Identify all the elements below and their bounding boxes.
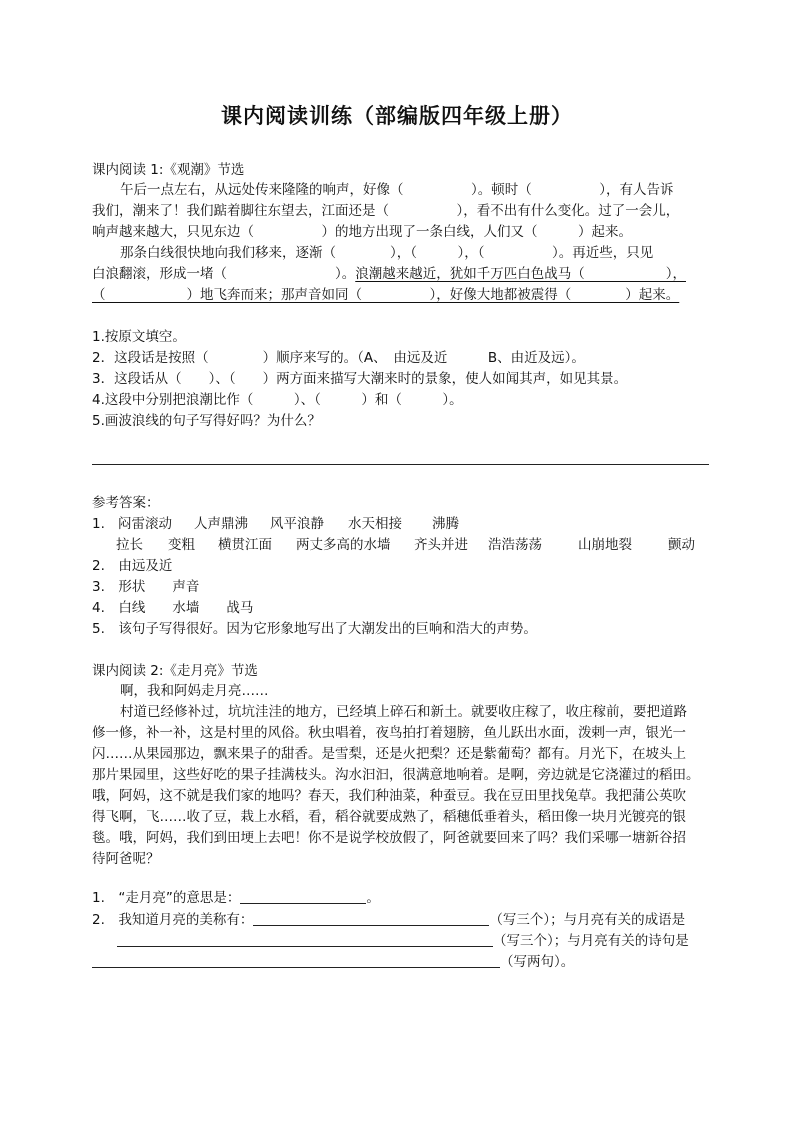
fill-in-blank[interactable] [253, 911, 489, 926]
question-2-continued [92, 952, 574, 972]
answer-item: 闷雷滚动 [118, 516, 172, 532]
answer-3: 3. 形状 声音 [92, 579, 200, 595]
section1-paragraph-line: 那条白线很快地向我们移来，逐渐（ ），（ ），（ ）。再近些，只见 [120, 245, 654, 261]
answers-heading: 参考答案： [92, 495, 160, 511]
question-1 [92, 888, 380, 908]
section1-text: 白浪翻滚，形成一堵（ ）。 [92, 266, 356, 282]
question-text: （写三个）；与月亮有关的成语是 [489, 912, 686, 928]
question-text: 2. 我知道月亮的美称有： [92, 912, 254, 928]
answer-item: 齐头并进 [414, 537, 468, 553]
question-2 [92, 910, 685, 930]
section1-paragraph-line: 响声越来越大，只见东边（ ）的地方出现了一条白线，人们又（ ）起来。 [92, 224, 632, 240]
question: 3．这段话从（ ）、（ ）两方面来描写大潮来时的景象，使人如闻其声，如见其景。 [92, 371, 628, 387]
section1-paragraph-line: 我们，潮来了！我们踮着脚往东望去，江面还是（ ），看不出有什么变化。过了一会儿， [92, 203, 680, 219]
answer-item: 水天相接 [348, 516, 402, 532]
answer-5: 5. 该句子写得很好。因为它形象地写出了大潮发出的巨响和浩大的声势。 [92, 621, 537, 637]
answer-number: 1. [92, 516, 105, 532]
section1-paragraph-line: 午后一点左右，从远处传来隆隆的响声，好像（ ）。顿时（ ），有人告诉 [120, 182, 674, 198]
answer-4: 4. 白线 水墙 战马 [92, 600, 254, 616]
page-title: 课内阅读训练（部编版四年级上册） [221, 103, 573, 128]
section1-paragraph-line [92, 264, 686, 284]
question-2-continued [117, 931, 689, 951]
answer-item: 横贯江面 [218, 537, 272, 553]
section1-heading: 课内阅读 1:《观潮》节选 [92, 162, 245, 178]
section2-paragraph-line: 得飞啊，飞……收了豆，栽上水稻，看，稻谷就要成熟了，稻穗低垂着头，稻田像一块月光镀亮的银 [92, 809, 686, 825]
answer-item: 拉长 [116, 537, 143, 553]
section2-paragraph-line: 啊，我和阿妈走月亮…… [120, 683, 269, 699]
answer-item: 变粗 [168, 537, 195, 553]
section2-paragraph-line: 闪……从果园那边，飘来果子的甜香。是雪梨，还是火把梨？还是紫葡萄？都有。月光下，在坡头上 [92, 746, 686, 762]
section2-paragraph-line: 那片果园里，这些好吃的果子挂满枝头。沟水汩汩，很满意地响着。是啊，旁边就是它浇灌过的稻田。 [92, 767, 700, 783]
question-text: 。 [366, 890, 380, 906]
fill-in-blank[interactable] [117, 932, 493, 947]
section2-paragraph-line: 村道已经修补过，坑坑洼洼的地方，已经填上碎石和新土。就要收庄稼了，收庄稼前，要把道路 [120, 704, 687, 720]
question: 1.按原文填空。 [92, 329, 186, 345]
question: 4.这段中分别把浪潮比作（ ）、（ ）和（ ）。 [92, 392, 463, 408]
section2-paragraph-line: 毯。哦，阿妈，我们到田埂上去吧！你不是说学校放假了，阿爸就要回来了吗？我们采哪一塘新谷招 [92, 830, 686, 846]
question-text: （写三个）；与月亮有关的诗句是 [493, 933, 689, 949]
answer-item: 风平浪静 [270, 516, 324, 532]
answer-item: 两丈多高的水墙 [296, 537, 391, 553]
fill-in-blank[interactable] [92, 953, 500, 968]
fill-in-blank[interactable] [240, 889, 366, 904]
answer-item: 人声鼎沸 [194, 516, 248, 532]
answer-1 [92, 514, 459, 534]
section2-paragraph-line: 哦，阿妈，这不就是我们家的地吗？春天，我们种油菜，种蚕豆。我在豆田里找兔草。我把蒲公英吹 [92, 788, 686, 804]
answer-line[interactable] [92, 464, 709, 465]
answer-1-continued [116, 535, 695, 555]
question-text: 1. “走月亮”的意思是： [92, 890, 241, 906]
answer-item: 山崩地裂 [578, 537, 632, 553]
wavy-underlined-sentence: 浪潮越来越近，犹如千万匹白色战马（ ）， [355, 266, 686, 282]
section2-heading: 课内阅读 2:《走月亮》节选 [92, 663, 258, 679]
answer-item: 浩浩荡荡 [488, 537, 542, 553]
answer-item: 沸腾 [432, 516, 459, 532]
section2-paragraph-line: 修一修，补一补，这是村里的风俗。秋虫唱着，夜鸟拍打着翅膀，鱼儿跃出水面，泼剌一声，银光一 [92, 725, 686, 741]
question: 5.画波浪线的句子写得好吗？为什么？ [92, 413, 321, 429]
section2-paragraph-line: 待阿爸呢？ [92, 851, 160, 867]
answer-item: 颤动 [668, 537, 695, 553]
question-text: （写两句）。 [500, 954, 575, 970]
answer-2: 2. 由远及近 [92, 558, 173, 574]
wavy-underlined-sentence: （ ）地飞奔而来；那声音如同（ ），好像大地都被震得（ ）起来。 [92, 287, 680, 303]
question: 2．这段话是按照（ ）顺序来写的。（A、 由远及近 B、由近及远）。 [92, 350, 585, 366]
